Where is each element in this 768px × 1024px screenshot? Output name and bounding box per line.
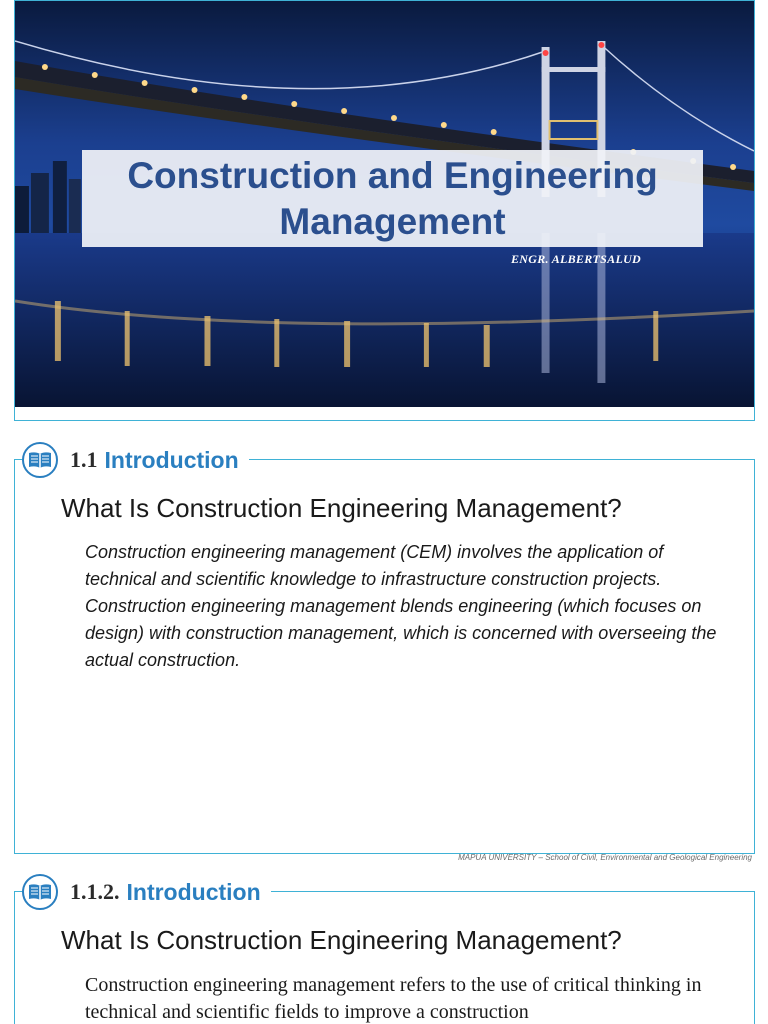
intro-slide xyxy=(14,446,755,854)
body-paragraph: Construction engineering management (CEM) involves the application of technical and scientific knowledge to infrastructure construction projects. Construction engineering management blends engineering (which focuses on design) with construction management, which is concerned with overseeing the actual construction. xyxy=(85,542,717,670)
footer-caption: MAPUA UNIVERSITY – School of Civil, Environmental and Geological Engineering xyxy=(458,853,752,862)
title-slide xyxy=(14,0,755,421)
section-title: Introduction xyxy=(126,878,261,905)
book-icon xyxy=(22,442,58,478)
section-header xyxy=(22,442,249,478)
section-title: Introduction xyxy=(104,446,239,473)
body-paragraph: Construction engineering management refers to the use of critical thinking in technical and scientific fields to improve a construction xyxy=(85,974,702,1023)
slide-heading: What Is Construction Engineering Management? xyxy=(61,925,622,955)
intro-slide-2 xyxy=(14,878,755,1024)
section-number: 1.1.2. xyxy=(70,879,120,904)
title-box xyxy=(82,150,703,247)
slide-heading: What Is Construction Engineering Management? xyxy=(61,493,622,523)
slide-title: Construction and Engineering Management xyxy=(127,154,658,242)
section-number: 1.1 xyxy=(70,447,98,472)
book-icon xyxy=(22,874,58,910)
section-header xyxy=(22,874,271,910)
author-name: ENGR. ALBERTSALUD xyxy=(511,252,642,266)
